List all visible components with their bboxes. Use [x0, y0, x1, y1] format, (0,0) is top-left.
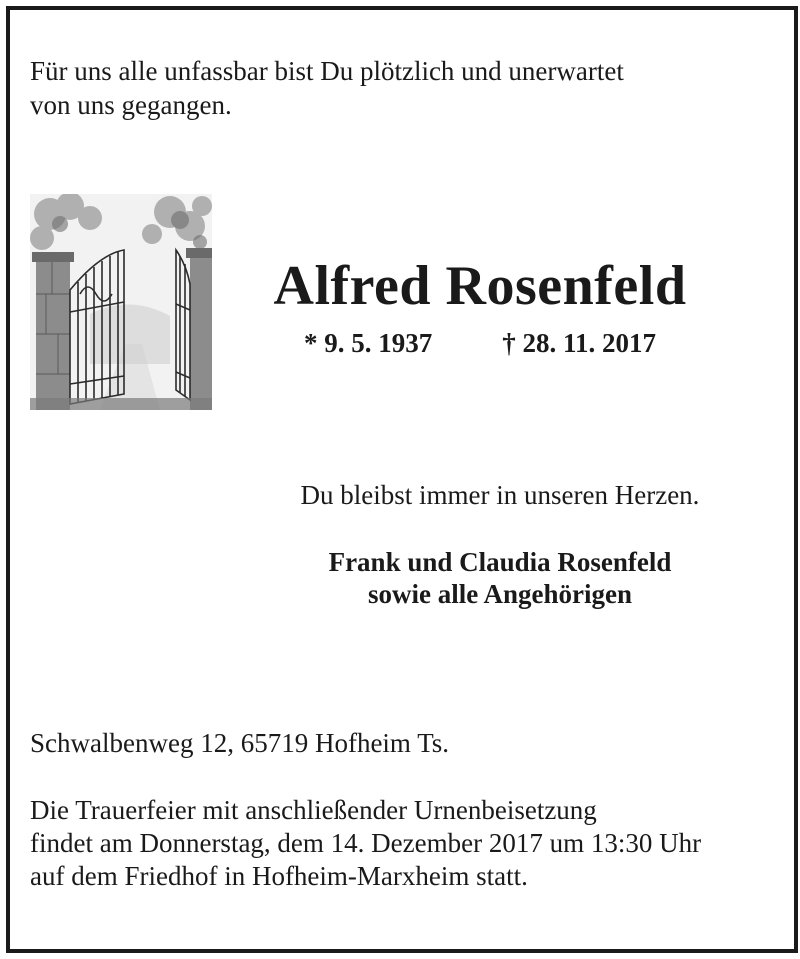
intro-text — [30, 54, 770, 122]
ceremony-info — [30, 794, 780, 893]
death-date: † 28. 11. 2017 — [502, 328, 656, 358]
ceremony-line-2: findet am Donnerstag, dem 14. Dezember 2017 um 13:30 Uhr — [30, 828, 702, 858]
ceremony-line-3: auf dem Friedhof in Hofheim-Marxheim statt. — [30, 861, 528, 891]
mourners-line-2: sowie alle Angehörigen — [368, 579, 632, 609]
life-dates — [220, 326, 740, 360]
mourners-line-1: Frank und Claudia Rosenfeld — [328, 547, 672, 577]
intro-line-1: Für uns alle unfassbar bist Du plötzlich und unerwartet — [30, 56, 624, 86]
mourners — [220, 546, 780, 610]
address: Schwalbenweg 12, 65719 Hofheim Ts. — [30, 728, 450, 758]
ceremony-line-1: Die Trauerfeier mit anschließender Urnenbeisetzung — [30, 795, 597, 825]
garden-gate-image — [30, 194, 212, 410]
deceased-name: Alfred Rosenfeld — [273, 255, 687, 317]
intro-line-2: von uns gegangen. — [30, 90, 232, 120]
motto: Du bleibst immer in unseren Herzen. — [300, 480, 700, 510]
birth-date: * 9. 5. 1937 — [303, 328, 433, 358]
